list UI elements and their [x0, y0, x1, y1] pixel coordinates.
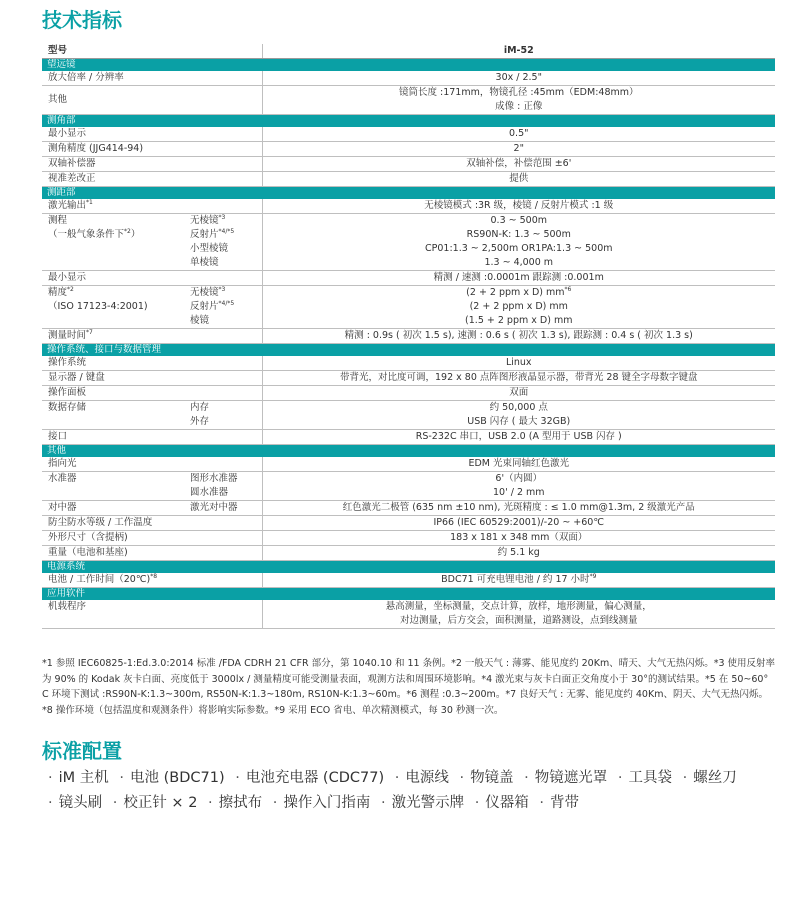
table-row: 显示器 / 键盘 带背光，对比度可调，192 x 80 点阵图形液晶显示器，带背光 28 键全字母数字键盘	[42, 371, 775, 386]
bullet-dot-icon: ·	[459, 770, 465, 786]
table-row: 测量时间$^{*7}$ 精测 : 0.9s ( 初次 1.5 s), 速测 : 0.6 s ( 初次 1.3 s), 跟踪测 : 0.4 s ( 初次 1.3 s)	[42, 329, 775, 344]
standard-config-list	[42, 766, 778, 816]
bullet-dot-icon: ·	[617, 770, 623, 786]
bullet-dot-icon: ·	[48, 770, 53, 786]
config-item-label: 仪器箱	[485, 795, 529, 811]
config-item-label: 操作入门指南	[283, 795, 371, 811]
table-row: 操作面板 双面	[42, 386, 775, 401]
model-value: iM-52	[262, 44, 775, 59]
table-row: 其他 镜筒长度 :171mm，物镜孔径 :45mm（EDM:48mm） 成像 : 正像	[42, 86, 775, 115]
config-item-label: 工具袋	[628, 770, 672, 786]
config-item	[42, 770, 109, 786]
config-item-label: 物镜盖	[470, 770, 514, 786]
table-row: 接口 RS-232C 串口，USB 2.0 (A 型用于 USB 闪存 )	[42, 430, 775, 445]
config-item-label: iM 主机	[58, 770, 109, 786]
config-item-label: 校正针 × 2	[123, 795, 198, 811]
table-row: 水准器 图形水准器 圆水准器 6'（内圆） 10' / 2 mm	[42, 472, 775, 501]
section-other: 其他	[42, 445, 775, 458]
table-row: 最小显示 精测 / 速测 :0.0001m 跟踪测 :0.001m	[42, 271, 775, 286]
config-item	[202, 795, 262, 811]
bullet-dot-icon: ·	[272, 795, 278, 811]
table-row: 激光输出$^{*1}$ 无棱镜模式 :3R 级，棱镜 / 反射片模式 :1 级	[42, 199, 775, 214]
bullet-dot-icon: ·	[539, 795, 545, 811]
config-item	[612, 770, 672, 786]
section-power: 电源系统	[42, 561, 775, 574]
section-software: 应用软件	[42, 588, 775, 601]
config-item	[453, 770, 513, 786]
bullet-dot-icon: ·	[394, 770, 400, 786]
bullet-dot-icon: ·	[119, 770, 124, 786]
config-item	[267, 795, 371, 811]
bullet-dot-icon: ·	[235, 770, 240, 786]
table-row: 测角精度 (JJG414-94) 2"	[42, 142, 775, 157]
section-distance: 测距部	[42, 187, 775, 200]
config-item-label: 擦拭布	[218, 795, 263, 811]
table-row: 机载程序 悬高测量，坐标测量，交点计算，放样，地形测量，偏心测量， 对边测量，后方交会，面积测量，道路测设，点到线测量	[42, 600, 775, 629]
bullet-dot-icon: ·	[682, 770, 688, 786]
table-row: 视准差改正 提供	[42, 172, 775, 187]
table-row: 外形尺寸（含提柄) 183 x 181 x 348 mm（双面）	[42, 531, 775, 546]
section-angle: 测角部	[42, 115, 775, 128]
config-item	[677, 770, 737, 786]
table-row: 电池 / 工作时间（20℃)$^{*8}$ BDC71 可充电锂电池 / 约 17 小时$^{*9}$	[42, 573, 775, 588]
config-item-label: 电池 (BDC71)	[129, 770, 225, 786]
table-row: 测程 （一般气象条件下$^{*2}$） 无棱镜$^{*3}$ 反射片$^{*4/*5}$ 小型棱镜 单棱镜 0.3 ~ 500m RS90N-K: 1.3 ~ 500m CP01:1.3 ~ 2,500m OR1PA:1.3 ~ 500m 1.3 ~ 4,000 m	[42, 214, 775, 271]
table-header-row	[42, 44, 775, 59]
bullet-dot-icon: ·	[524, 770, 529, 786]
bullet-dot-icon: ·	[380, 795, 386, 811]
section-telescope: 望远镜	[42, 59, 775, 72]
spec-title: 技术指标	[42, 8, 122, 32]
config-item	[518, 770, 607, 786]
config-item-label: 电池充电器 (CDC77)	[245, 770, 385, 786]
table-row: 放大倍率 / 分辨率 30x / 2.5"	[42, 71, 775, 86]
footnotes: *1 参照 IEC60825-1:Ed.3.0:2014 标准 /FDA CDRH 21 CFR 部分，第 1040.10 和 11 条例。*2 一般天气 : 薄雾、能见度约 20Km、晴天、大气无热闪烁。*3 使用反射率为 90% 的 Kodak 灰卡白面、亮度低于 3000lx / 测量精度可能受测量表面，观测方法和周围环境影响。*4 激光束与灰卡白面正交角度小于 30°的测试结果。*5 在 50~60° C 环境下测试 :RS90N-K:1.3~300m, RS50N-K:1.3~180m, RS10N-K:1.3~60m。*6 测程 :0.3~200m。*7 良好天气 : 无雾、能见度约 40Km、阴天、大气无热闪烁。*8 操作环境（包括温度和观测条件）将影响实际参数。*9 采用 ECO 省电、单次精测模式，每 30 秒测一次。	[42, 658, 776, 716]
config-item	[533, 795, 579, 811]
bullet-dot-icon: ·	[48, 795, 53, 811]
config-item	[229, 770, 384, 786]
config-item-label: 电源线	[405, 770, 449, 786]
table-row: 双轴补偿器 双轴补偿，补偿范围 ±6'	[42, 157, 775, 172]
config-item	[469, 795, 529, 811]
table-row: 重量（电池和基座) 约 5.1 kg	[42, 546, 775, 561]
model-label: 型号	[42, 44, 262, 59]
config-item	[375, 795, 464, 811]
config-item-label: 镜头刷	[58, 795, 103, 811]
config-item	[42, 795, 102, 811]
config-item-label: 物镜遮光罩	[534, 770, 608, 786]
bullet-dot-icon: ·	[474, 795, 480, 811]
spec-table	[42, 44, 775, 629]
table-row: 防尘防水等级 / 工作温度 IP66 (IEC 60529:2001)/-20 ~ +60℃	[42, 516, 775, 531]
table-row: 对中器 激光对中器 红色激光二极管 (635 nm ±10 nm), 光斑精度 : ≤ 1.0 mm@1.3m, 2 级激光产品	[42, 501, 775, 516]
table-row: 数据存储 内存 外存 约 50,000 点 USB 闪存 ( 最大 32GB)	[42, 401, 775, 430]
table-row: 精度$^{*2}$ （ISO 17123-4:2001) 无棱镜$^{*3}$ 反射片$^{*4/*5}$ 棱镜 (2 + 2 ppm x D) $mm^{*6}$ (2 + 2 ppm x D) mm (1.5 + 2 ppm x D) mm	[42, 286, 775, 329]
table-row: 指向光 EDM 光束同轴红色激光	[42, 457, 775, 472]
config-item	[113, 770, 224, 786]
section-os: 操作系统、接口与数据管理	[42, 344, 775, 357]
table-row: 操作系统 Linux	[42, 356, 775, 371]
config-title: 标准配置	[42, 739, 122, 763]
config-item-label: 激光警示牌	[391, 795, 465, 811]
config-item-label: 螺丝刀	[693, 770, 737, 786]
config-item	[107, 795, 198, 811]
config-item	[389, 770, 449, 786]
bullet-dot-icon: ·	[208, 795, 213, 811]
config-item-label: 背带	[550, 795, 580, 811]
bullet-dot-icon: ·	[112, 795, 118, 811]
table-row: 最小显示 0.5"	[42, 127, 775, 142]
